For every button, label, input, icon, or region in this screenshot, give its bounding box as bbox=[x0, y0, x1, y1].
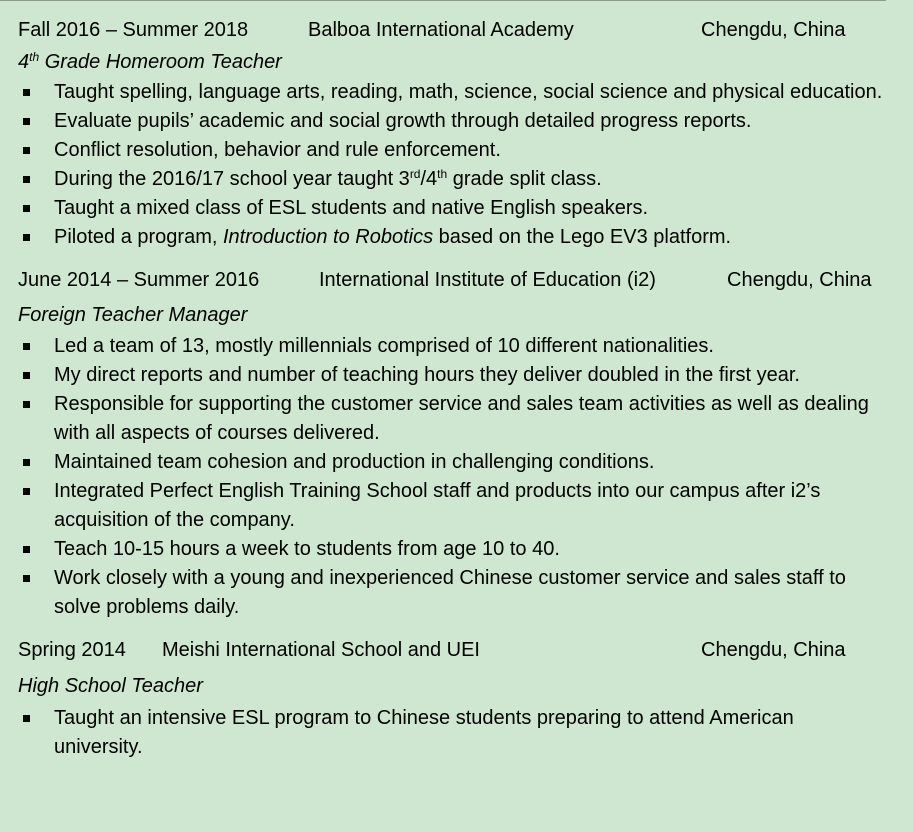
job-location: Chengdu, China bbox=[701, 19, 846, 41]
bullet-text: Taught spelling, language arts, reading, math, science, social science and physical education. bbox=[54, 81, 883, 103]
job-bullet-list bbox=[0, 78, 913, 252]
bullet-marker bbox=[23, 176, 30, 183]
bullet-marker bbox=[23, 89, 30, 96]
job-role: Foreign Teacher Manager bbox=[18, 304, 248, 326]
job-entry-meishi bbox=[0, 622, 913, 762]
role-grade-suffix: th bbox=[29, 50, 40, 64]
list-item bbox=[0, 361, 913, 390]
job-header bbox=[0, 16, 913, 47]
job-header bbox=[0, 636, 913, 669]
bullet-text-part: grade split class. bbox=[447, 168, 602, 190]
bullet-text: Conflict resolution, behavior and rule enforcement. bbox=[54, 139, 501, 161]
list-item bbox=[0, 223, 913, 252]
job-dates: Spring 2014 bbox=[18, 639, 126, 661]
job-dates: June 2014 – Summer 2016 bbox=[18, 269, 260, 291]
bullet-text: Taught a mixed class of ESL students and native English speakers. bbox=[54, 197, 649, 219]
bullet-sup: th bbox=[437, 167, 448, 181]
list-item bbox=[0, 107, 913, 136]
job-entry-balboa bbox=[0, 0, 913, 252]
role-grade-number: 4 bbox=[18, 51, 30, 73]
job-role: High School Teacher bbox=[18, 675, 203, 697]
job-organization: International Institute of Education (i2) bbox=[319, 269, 656, 291]
job-organization: Balboa International Academy bbox=[308, 19, 574, 41]
job-bullet-list bbox=[0, 704, 913, 762]
bullet-marker bbox=[23, 147, 30, 154]
bullet-text: Work closely with a young and inexperienced Chinese customer service and sales staff to solve problems daily. bbox=[54, 567, 846, 618]
bullet-text: Responsible for supporting the customer service and sales team activities as well as dealing with all aspects of courses delivered. bbox=[54, 393, 869, 444]
bullet-text: Led a team of 13, mostly millennials comprised of 10 different nationalities. bbox=[54, 335, 714, 357]
bullet-sup: rd bbox=[409, 167, 421, 181]
list-item bbox=[0, 477, 913, 535]
list-item bbox=[0, 448, 913, 477]
job-role bbox=[18, 47, 913, 78]
bullet-marker bbox=[23, 546, 30, 553]
bullet-marker bbox=[23, 343, 30, 350]
list-item bbox=[0, 194, 913, 223]
bullet-marker bbox=[23, 401, 30, 408]
list-item bbox=[0, 165, 913, 194]
list-item bbox=[0, 535, 913, 564]
list-item bbox=[0, 136, 913, 165]
bullet-marker bbox=[23, 372, 30, 379]
job-header bbox=[0, 266, 913, 299]
bullet-text: My direct reports and number of teaching hours they deliver doubled in the first year. bbox=[54, 364, 800, 386]
bullet-marker bbox=[23, 205, 30, 212]
list-item bbox=[0, 332, 913, 361]
list-item bbox=[0, 390, 913, 448]
bullet-marker bbox=[23, 715, 30, 722]
role-title: Grade Homeroom Teacher bbox=[39, 51, 282, 73]
bullet-marker bbox=[23, 234, 30, 241]
bullet-text-part: During the 2016/17 school year taught 3 bbox=[54, 168, 410, 190]
job-location: Chengdu, China bbox=[727, 269, 872, 291]
bullet-marker bbox=[23, 118, 30, 125]
job-dates: Fall 2016 – Summer 2018 bbox=[18, 19, 249, 41]
bullet-text: Taught an intensive ESL program to Chinese students preparing to attend American university. bbox=[54, 707, 794, 758]
list-item bbox=[0, 564, 913, 622]
bullet-text-part: /4 bbox=[420, 168, 438, 190]
bullet-text: Maintained team cohesion and production in challenging conditions. bbox=[54, 451, 655, 473]
job-bullet-list bbox=[0, 332, 913, 622]
bullet-text: Evaluate pupils’ academic and social growth through detailed progress reports. bbox=[54, 110, 752, 132]
job-location: Chengdu, China bbox=[701, 639, 846, 661]
list-item bbox=[0, 704, 913, 762]
bullet-marker bbox=[23, 575, 30, 582]
job-organization: Meishi International School and UEI bbox=[162, 639, 480, 661]
bullet-text-part: Piloted a program, bbox=[54, 226, 223, 248]
job-entry-i2 bbox=[0, 252, 913, 622]
list-item bbox=[0, 78, 913, 107]
bullet-text-part: based on the Lego EV3 platform. bbox=[433, 226, 732, 248]
bullet-marker bbox=[23, 488, 30, 495]
bullet-text: Integrated Perfect English Training School staff and products into our campus after i2’s acquisition of the company. bbox=[54, 480, 821, 531]
bullet-text: Teach 10-15 hours a week to students from age 10 to 40. bbox=[54, 538, 560, 560]
program-name: Introduction to Robotics bbox=[222, 226, 434, 248]
bullet-marker bbox=[23, 459, 30, 466]
